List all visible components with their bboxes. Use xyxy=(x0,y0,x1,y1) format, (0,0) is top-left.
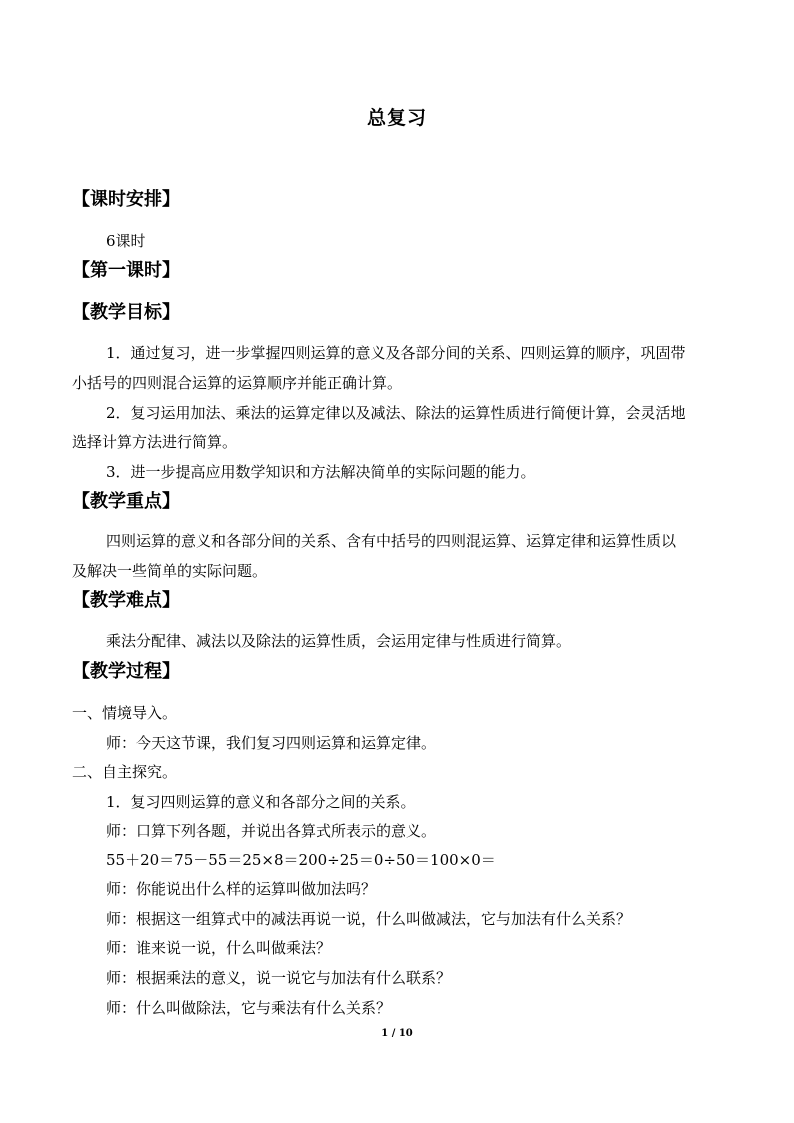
process-line: 师：今天这节课，我们复习四则运算和运算定律。 xyxy=(106,734,437,752)
process-line: 师：根据这一组算式中的减法再说一说，什么叫做减法，它与加法有什么关系？ xyxy=(106,910,632,928)
goals-line: 小括号的四则混合运算的运算顺序并能正确计算。 xyxy=(72,374,403,392)
process-line: 师：根据乘法的意义，说一说它与加法有什么联系？ xyxy=(106,969,452,987)
process-equation-line: 55＋20＝75－55＝25×8＝200÷25＝0÷50＝100×0＝ xyxy=(106,851,496,869)
section-heading-lesson: 【第一课时】 xyxy=(72,260,180,281)
process-line: 1．复习四则运算的意义和各部分之间的关系。 xyxy=(106,793,416,811)
goals-line: 3．进一步提高应用数学知识和方法解决简单的实际问题的能力。 xyxy=(106,463,536,481)
process-line: 师：口算下列各题，并说出各算式所表示的意义。 xyxy=(106,822,437,840)
section-heading-goals: 【教学目标】 xyxy=(72,302,180,323)
goals-line: 选择计算方法进行简算。 xyxy=(72,433,238,451)
section-heading-process: 【教学过程】 xyxy=(72,661,180,682)
process-line: 师：谁来说一说，什么叫做乘法？ xyxy=(106,939,332,957)
section-heading-key-points: 【教学重点】 xyxy=(72,491,180,512)
schedule-text: 6课时 xyxy=(106,232,146,250)
process-line: 一、情境导入。 xyxy=(72,704,178,722)
section-heading-schedule: 【课时安排】 xyxy=(72,189,180,210)
process-line: 师：你能说出什么样的运算叫做加法吗？ xyxy=(106,880,377,898)
page-number: 1 / 10 xyxy=(381,1028,413,1039)
process-line: 师：什么叫做除法，它与乘法有什么关系？ xyxy=(106,999,392,1017)
key-points-line: 及解决一些简单的实际问题。 xyxy=(72,562,268,580)
goals-line: 1．通过复习，进一步掌握四则运算的意义及各部分间的关系、四则运算的顺序，巩固带 xyxy=(106,344,686,362)
key-points-line: 四则运算的意义和各部分间的关系、含有中括号的四则混运算、运算定律和运算性质以 xyxy=(106,532,677,550)
page-title: 总复习 xyxy=(366,107,427,129)
process-line: 二、自主探究。 xyxy=(72,763,178,781)
difficulties-line: 乘法分配律、减法以及除法的运算性质，会运用定律与性质进行简算。 xyxy=(106,632,572,650)
goals-line: 2．复习运用加法、乘法的运算定律以及减法、除法的运算性质进行简便计算，会灵活地 xyxy=(106,404,686,422)
section-heading-difficulties: 【教学难点】 xyxy=(72,590,180,611)
